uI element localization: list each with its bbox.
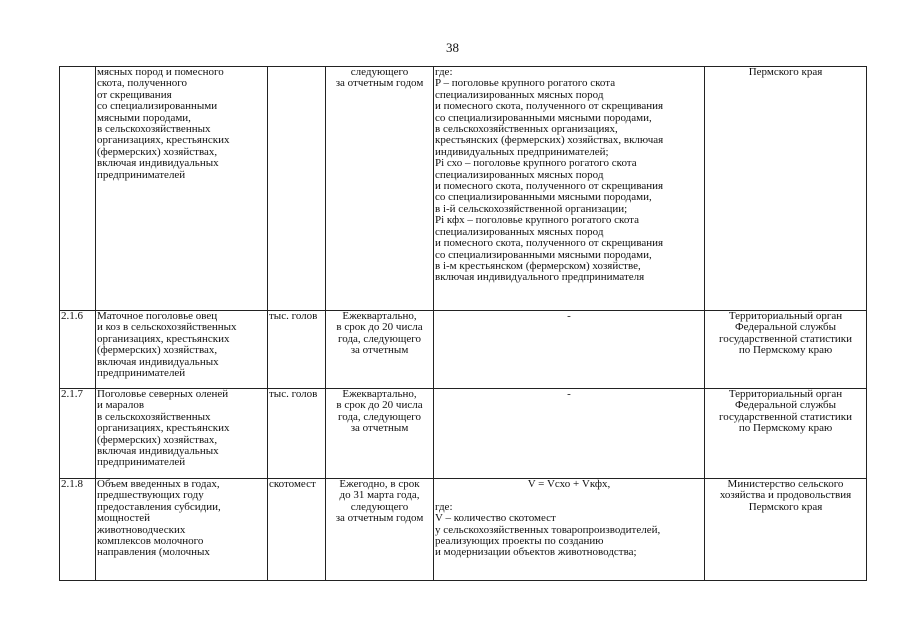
reporting-period: Ежеквартально, в срок до 20 числа года, следующего за отчетным (326, 311, 434, 389)
calculation-formula (434, 479, 705, 581)
data-source: Пермского края (705, 67, 867, 311)
indicator-name: мясных пород и помесного скота, полученного от скрещивания со специализированными мясными породами, в сельскохозяйственных организациях, крестьянских (фермерских) хозяйствах, включая индивидуальных предпринимателей (96, 67, 268, 311)
indicator-name: Объем введенных в годах, предшествующих году предоставления субсидии, мощностей животноводческих комплексов молочного направления (молочных (96, 479, 268, 581)
table-row (60, 479, 867, 581)
data-source: Министерство сельского хозяйства и продовольствия Пермского края (705, 479, 867, 581)
table-row (60, 389, 867, 479)
unit-of-measure: тыс. голов (268, 311, 326, 389)
table-row (60, 67, 867, 311)
data-source: Территориальный орган Федеральной службы государственной статистики по Пермскому краю (705, 311, 867, 389)
indicator-table (59, 66, 867, 581)
row-number: 2.1.7 (60, 389, 96, 479)
unit-of-measure: тыс. голов (268, 389, 326, 479)
indicator-name: Маточное поголовье овец и коз в сельскохозяйственных организациях, крестьянских (фермерских) хозяйствах, включая индивидуальных предпринимателей (96, 311, 268, 389)
page-number: 38 (446, 40, 459, 55)
reporting-period: Ежеквартально, в срок до 20 числа года, следующего за отчетным (326, 389, 434, 479)
table-row (60, 311, 867, 389)
calculation-formula: где: P – поголовье крупного рогатого скота специализированных мясных пород и помесного скота, полученного от скрещивания со специализированными мясными породами, в сельскохозяйственных организациях, крестьянских (фермерских) хозяйствах, включая индивидуальных предпринимателей; Pi схо – поголовье крупного рогатого скота специализированных мясных пород и помесного скота, полученного от скрещивания со специализированными мясными породами, в i-й сельскохозяйственной организации; Pi кфх – поголовье крупного рогатого скота специализированных мясных пород и помесного скота, полученного от скрещивания со специализированными мясными породами, в i-м крестьянском (фермерском) хозяйстве, включая индивидуального предпринимателя (434, 67, 705, 311)
row-number: 2.1.8 (60, 479, 96, 581)
data-source: Территориальный орган Федеральной службы государственной статистики по Пермскому краю (705, 389, 867, 479)
row-number: 2.1.6 (60, 311, 96, 389)
row-number (60, 67, 96, 311)
unit-of-measure: скотомест (268, 479, 326, 581)
reporting-period: следующего за отчетным годом (326, 67, 434, 311)
formula-explanation: где: V – количество скотомест у сельскохозяйственных товаропроизводителей, реализующих проекты по созданию и модернизации объектов животноводства; (435, 500, 661, 559)
calculation-formula: - (434, 311, 705, 389)
reporting-period: Ежегодно, в срок до 31 марта года, следующего за отчетным годом (326, 479, 434, 581)
calculation-formula: - (434, 389, 705, 479)
unit-of-measure (268, 67, 326, 311)
indicator-name: Поголовье северных оленей и маралов в сельскохозяйственных организациях, крестьянских (фермерских) хозяйствах, включая индивидуальных предпринимателей (96, 389, 268, 479)
formula-expression: V = Vсхо + Vкфх, (527, 478, 611, 490)
